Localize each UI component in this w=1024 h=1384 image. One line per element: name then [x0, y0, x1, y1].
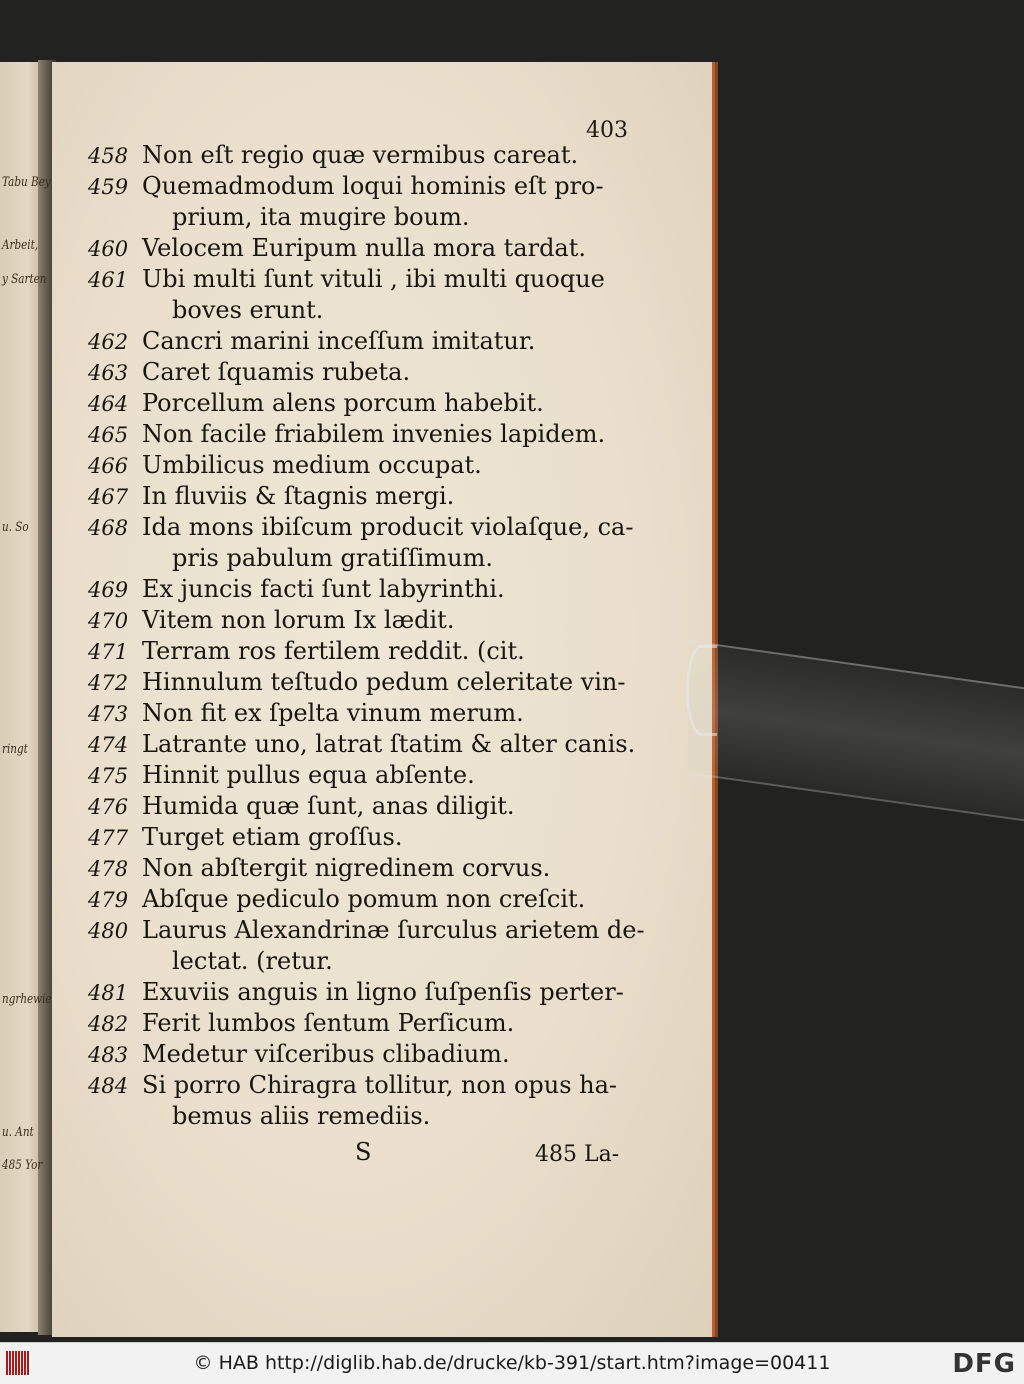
entry-continuation: [88, 202, 648, 233]
entry-number: 466: [88, 454, 129, 478]
entry-number: 477: [88, 826, 129, 850]
entry-line: [88, 667, 648, 698]
page-number: 403: [586, 118, 628, 143]
glass-weight-overlay: [688, 640, 1024, 830]
entry-line: [88, 512, 648, 543]
entry-number: 460: [88, 237, 129, 261]
entry-line: [88, 915, 648, 946]
viewer-footer: [0, 1342, 1024, 1384]
entry-line: [88, 1039, 648, 1070]
entry-number: 469: [88, 578, 129, 602]
entry-text: Laurus Alexandrinæ ſurculus arietem de-: [142, 916, 645, 944]
entry-line: [88, 357, 648, 388]
glass-weight-tip: [686, 645, 717, 736]
entry-text: Medetur viſceribus clibadium.: [142, 1040, 510, 1068]
entry-line: [88, 264, 648, 295]
entry-text: Terram ros fertilem reddit. (cit.: [142, 637, 525, 665]
entry-number: 471: [88, 640, 129, 664]
entry-number: 458: [88, 144, 129, 168]
entry-line: [88, 729, 648, 760]
entry-text: Velocem Euripum nulla mora tardat.: [142, 234, 587, 262]
entry-number: 482: [88, 1012, 129, 1036]
margin-note: ngrhewie: [2, 992, 52, 1007]
entry-line: [88, 698, 648, 729]
entry-line: [88, 481, 648, 512]
entry-number: 476: [88, 795, 129, 819]
entry-number: 474: [88, 733, 129, 757]
entry-text: In fluviis & ſtagnis mergi.: [142, 482, 455, 510]
margin-note: y Sarten: [2, 272, 47, 287]
margin-note: 485 Yor: [2, 1158, 43, 1173]
entry-continuation: [88, 295, 648, 326]
entry-line: [88, 977, 648, 1008]
entry-text: Umbilicus medium occupat.: [142, 451, 482, 479]
entry-text: Porcellum alens porcum habebit.: [142, 389, 544, 417]
entry-line: [88, 791, 648, 822]
entry-line: [88, 822, 648, 853]
entry-line: [88, 636, 648, 667]
margin-note: Tabu Bey: [2, 175, 51, 190]
entry-text: Hinnit pullus equa abſente.: [142, 761, 475, 789]
entry-text: Non facile friabilem invenies lapidem.: [142, 420, 606, 448]
entry-text: Ida mons ibiſcum producit violaſque, ca-: [142, 513, 634, 541]
entry-text: Latrante uno, latrat ſtatim & alter canis.: [142, 730, 636, 758]
entry-text: boves erunt.: [172, 296, 324, 324]
entry-number: 481: [88, 981, 129, 1005]
entry-line: [88, 171, 648, 202]
entry-line: [88, 1008, 648, 1039]
signature-mark: S: [355, 1138, 372, 1166]
entry-text: Non fit ex ſpelta vinum merum.: [142, 699, 524, 727]
margin-note: u. So: [2, 520, 29, 535]
entry-number: 468: [88, 516, 129, 540]
entry-line: [88, 760, 648, 791]
entry-line: [88, 388, 648, 419]
entry-text: bemus aliis remediis.: [172, 1102, 431, 1130]
entry-number: 483: [88, 1043, 129, 1067]
entry-line: [88, 1070, 648, 1101]
dfg-logo: DFG: [952, 1349, 1016, 1379]
entry-text: Non eſt regio quæ vermibus careat.: [142, 141, 579, 169]
entry-line: [88, 605, 648, 636]
entry-text: Ex juncis facti ſunt labyrinthi.: [142, 575, 505, 603]
entry-number: 465: [88, 423, 129, 447]
entry-number: 463: [88, 361, 129, 385]
entry-number: 478: [88, 857, 129, 881]
entry-text: Si porro Chiragra tollitur, non opus ha-: [142, 1071, 618, 1099]
entry-line: [88, 233, 648, 264]
entry-text: Abſque pediculo pomum non creſcit.: [142, 885, 586, 913]
entry-text: Humida quæ ſunt, anas diligit.: [142, 792, 515, 820]
entry-number: 479: [88, 888, 129, 912]
entry-number: 470: [88, 609, 129, 633]
entry-text: prium, ita mugire boum.: [172, 203, 470, 231]
margin-note: Arbeit,: [2, 238, 39, 253]
entry-number: 461: [88, 268, 129, 292]
entry-text: pris pabulum gratiſſimum.: [172, 544, 493, 572]
entry-line: [88, 140, 648, 171]
entry-line: [88, 326, 648, 357]
entry-text: Vitem non lorum Ix lædit.: [142, 606, 455, 634]
entry-text: Exuviis anguis in ligno ſuſpenſis perter-: [142, 978, 624, 1006]
entry-text: Non abſtergit nigredinem corvus.: [142, 854, 551, 882]
entry-number: 473: [88, 702, 129, 726]
entry-text: Caret ſquamis rubeta.: [142, 358, 411, 386]
entry-number: 467: [88, 485, 129, 509]
entry-number: 459: [88, 175, 129, 199]
catchword: 485 La-: [535, 1142, 620, 1167]
entry-line: [88, 574, 648, 605]
copyright-link[interactable]: © HAB http://diglib.hab.de/drucke/kb-391/start.htm?image=00411: [193, 1352, 831, 1374]
entry-continuation: [88, 946, 648, 977]
entry-text: Turget etiam groſſus.: [142, 823, 403, 851]
entry-text: Ubi multi ſunt vituli , ibi multi quoque: [142, 265, 605, 293]
entry-number: 480: [88, 919, 129, 943]
entry-line: [88, 419, 648, 450]
entry-number: 464: [88, 392, 129, 416]
entry-text: Quemadmodum loqui hominis eſt pro-: [142, 172, 604, 200]
entry-continuation: [88, 1101, 648, 1132]
entry-continuation: [88, 543, 648, 574]
entry-text: lectat. (retur.: [172, 947, 333, 975]
margin-note: u. Ant: [2, 1125, 34, 1140]
entry-number: 484: [88, 1074, 129, 1098]
entry-number: 462: [88, 330, 129, 354]
entry-text: Cancri marini inceſſum imitatur.: [142, 327, 536, 355]
entry-text: Hinnulum teſtudo pedum celeritate vin-: [142, 668, 626, 696]
entry-number: 475: [88, 764, 129, 788]
entry-number: 472: [88, 671, 129, 695]
entry-line: [88, 884, 648, 915]
entry-text: Ferit lumbos ſentum Perſicum.: [142, 1009, 515, 1037]
entry-line: [88, 853, 648, 884]
entry-line: [88, 450, 648, 481]
margin-note: ringt: [2, 742, 28, 757]
entry-list: [88, 140, 648, 1132]
